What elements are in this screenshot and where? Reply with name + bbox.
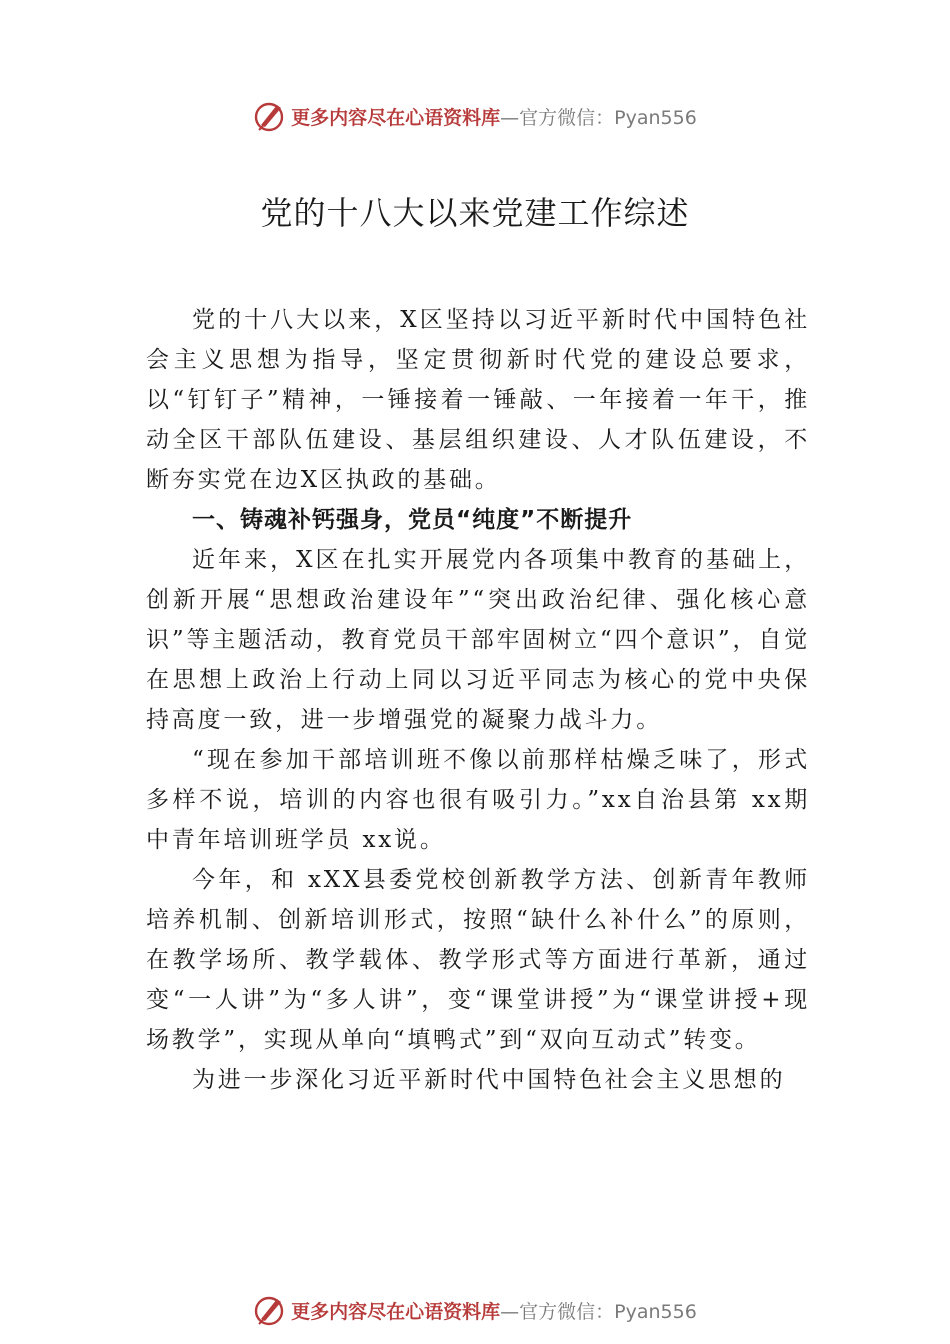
paragraph: 今年，和 xXX县委党校创新教学方法、创新青年教师培养机制、创新培训形式，按照“缺什么补什么”的原则，在教学场所、教学载体、教学形式等方面进行革新，通过变“一人讲”为“多人讲”，变“课堂讲授”为“课堂讲授+现场教学”，实现从单向“填鸭式”到“双向互动式”转变。 [146,867,810,1053]
banner-gray-text: —官方微信：Pyan556 [500,106,697,129]
paragraph: 近年来，X区在扎实开展党内各项集中教育的基础上， 创新开展“思想政治建设年”“突出政治纪律、强化核心意识”等主题活动，教育党员干部牢固树立“四个意识”，自觉在思想上政治上行动上同以习近平同志为核心的党中央保持高度一致，进一步增强党的凝聚力战斗力。 [146,547,810,733]
paragraph: “现在参加干部培训班不像以前那样枯燥乏味了，形式多样不说，培训的内容也很有吸引力。”xx自治县第 xx期中青年培训班学员 xx说。 [146,747,810,853]
banner-red-text: 更多内容尽在心语资料库 [291,106,501,129]
pen-feather-logo-icon [253,1293,287,1327]
footer-watermark-banner [0,1290,950,1330]
header-watermark-banner [0,96,950,136]
banner-gray-text: —官方微信：Pyan556 [500,1300,697,1323]
section-heading: 一、铸魂补钙强身，党员“纯度”不断提升 [192,507,633,533]
paragraph: 为进一步深化习近平新时代中国特色社会主义思想的 [192,1067,786,1093]
document-title: 党的十八大以来党建工作综述 [260,194,690,232]
document-body [146,300,810,1100]
banner-red-text: 更多内容尽在心语资料库 [291,1300,501,1323]
paragraph: 党的十八大以来，X区坚持以习近平新时代中国特色社会主义思想为指导，坚定贯彻新时代党的建设总要求，以“钉钉子”精神，一锤接着一锤敲、一年接着一年干，推动全区干部队伍建设、基层组织建设、人才队伍建设，不断夯实党在边X区执政的基础。 [146,307,810,493]
pen-feather-logo-icon [253,99,287,133]
